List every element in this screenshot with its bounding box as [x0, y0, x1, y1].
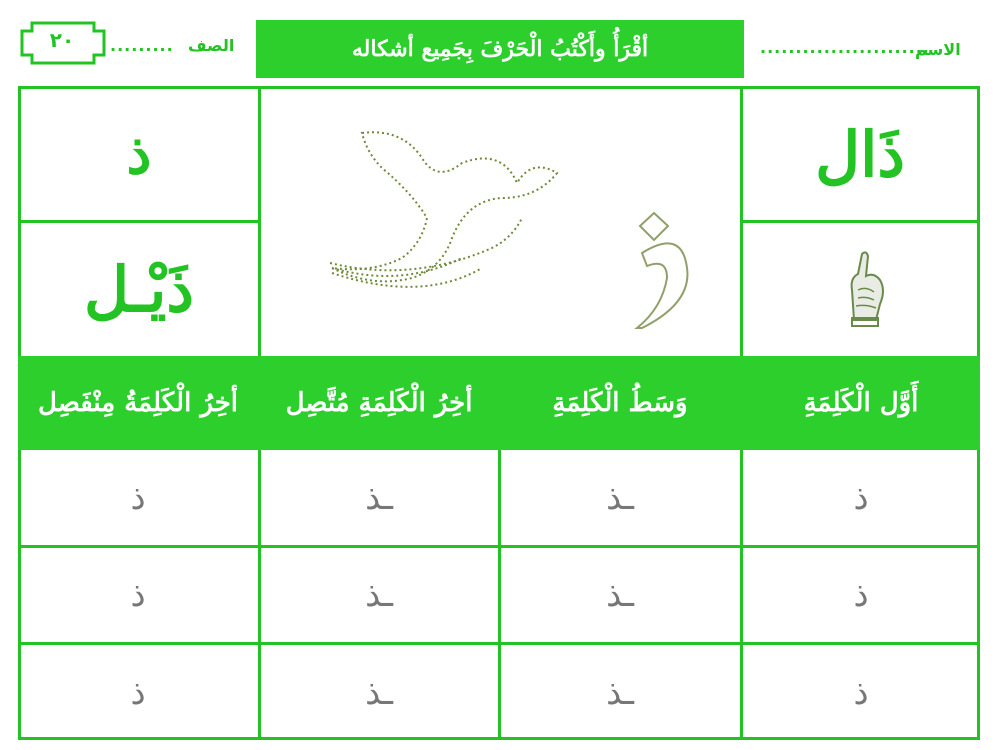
trace-cell[interactable]: ذ [130, 672, 146, 713]
trace-cell[interactable]: ذ [130, 477, 146, 518]
divider [740, 220, 980, 223]
page-number: ٢٠ [49, 28, 75, 52]
name-field[interactable]: ........................ [760, 38, 930, 57]
column-header: وَسَطُ الْكَلِمَةِ [552, 388, 688, 418]
trace-cell[interactable]: ذ [130, 575, 146, 615]
trace-cell[interactable]: ـذ [606, 477, 634, 518]
trace-cell[interactable]: ذ [853, 672, 869, 713]
column-header: أخِرُ الْكَلِمَةِ مُتَّصِل [285, 388, 473, 418]
trace-cell[interactable]: ـذ [606, 672, 634, 713]
trace-cell[interactable]: ـذ [606, 575, 634, 615]
class-field[interactable]: ......... [110, 36, 174, 55]
trace-cell[interactable]: ذ [853, 477, 869, 518]
title-banner [256, 20, 744, 78]
trace-cell[interactable]: ـذ [365, 477, 393, 518]
column-header: أخِرُ الْكَلِمَةُ مِنْفَصِل [38, 388, 238, 418]
letter-name: ذَال [815, 117, 905, 191]
hand-sign-image [840, 250, 890, 330]
title-text: أقْرَأُ وأَكْتُبُ الْحَرْفَ بِجَمِيع أشكاله [351, 36, 649, 62]
column-header: أَوَّل الْكَلِمَةِ [803, 388, 919, 418]
class-label: الصف [188, 36, 235, 55]
tail-outline-image [262, 88, 740, 356]
name-label: الاسم [915, 40, 961, 59]
trace-cell[interactable]: ـذ [365, 575, 393, 615]
example-word: ذَيْـل [84, 253, 194, 326]
letter-isolated: ذ [126, 121, 152, 187]
trace-cell[interactable]: ذ [853, 575, 869, 615]
trace-cell[interactable]: ـذ [365, 672, 393, 713]
